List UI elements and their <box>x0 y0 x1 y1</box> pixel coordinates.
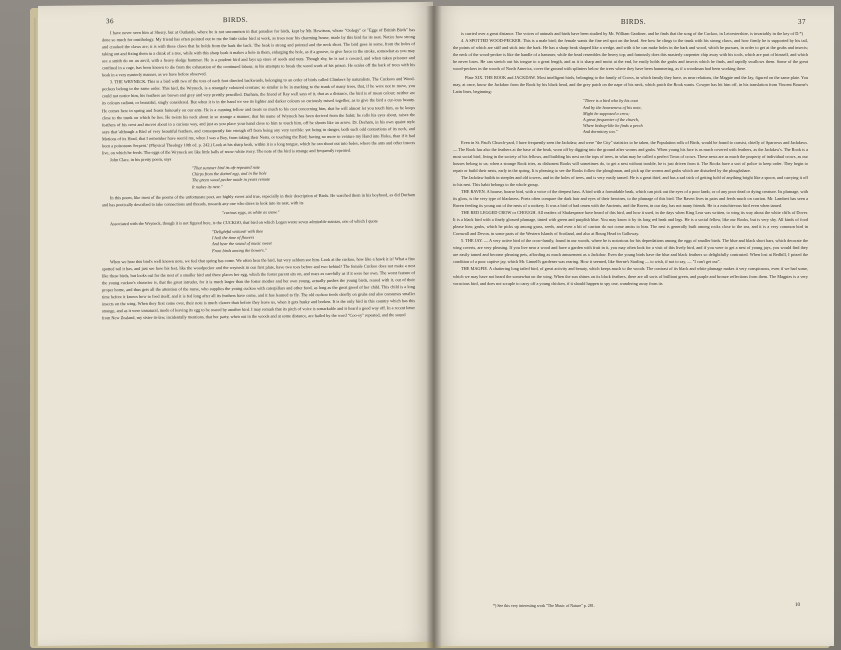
verse-line: Chirps from the dottrel egg, and in the hole <box>192 170 267 177</box>
paragraph: 5. THE JAY. — A very active bird of the crow-family, found in our woods, where he is notorious for his depredations among the eggs of smaller birds. The blue and black short bars, which decorate the wing coverts, are very pleasing. If you live near a wood and have a garden with fruit in it, you may often look for a visit of this lively bird, and if you were to get a nest of young jays, you would find they are easily tamed and become pleasing pets, affording as much amusement as a Jackdaw. Even the young birds have the blue and black feathers so delightfully contrasted. When lost at Redhill, I prized the condition of a poor captive jay, which Mr. Linnell's gardener was rearing. How it seemed, like Sterne's Starling — to wish, if not to say, — "I can't get out". <box>453 238 808 265</box>
paragraph: is carried over a great distance. The voices of animals and birds have been studied by Mr. William Gardiner, and he finds that the song of the Cuckoo, in Leicestershire, is invariably in the key of D.*) <box>461 31 803 36</box>
left-page-header <box>38 14 433 26</box>
paragraph: THE MAGPIE. A chattering long tailed bird, of great activity and beauty, which keeps much to the woods. The contrast of its black and white plumage makes it very conspicuous, even if we had some, which we may have not heard the somewhat on the wing. When the sun shines on its black feathers, there are all sorts of brilliant green, and purple and bronze reflections from them. The Magpies is a very voracious bird, and does not scruple to carry off a young chicken, if it should happen to spy one, wandering away from its <box>453 266 808 286</box>
verse-line: The green wood pecker made in years remote <box>192 176 271 183</box>
page-number: 37 <box>798 18 806 26</box>
paragraph: Associated with the Wryneck, though it is not figured here, is the CUCKOO, that bird on which Logan wrote seven admirable stanzas, one of which I quote <box>110 218 378 227</box>
verse-line: "Delightful visitant! with thee <box>212 228 264 235</box>
paragraph: When we hear this bird's well known note, we feel that spring has come. We often hear the bird, but very seldom see him. Look at the cuckoo, how like a hawk it is! What a fine spotted tail it has, and just see how his feet, like the woodpecker and the wryneck in our first plate, have two toes before and two behind! The female Cuckoo does not make a nest like these birds, but looks out for the nest of a smaller bird and there places her egg, which the foster parent sits on, and rears as carefully as if it were her own. The worst feature of the young cuckoo's character is, that the great intruder, for it is much larger than the foster mother and her own young, actually pushes the young birds, reared with it, out of their proper home, and thus gets all the attention of the nurse, who supplies the young cuckoo with caterpillars and other food, as long as the great greed of her child. This child is a long time before it knows how to feed itself, and it is fed long after all its feathers have come, and it has learned to fly. The old cuckoo feeds chiefly on grubs and also consumes smaller insects on the wing. When they first come over, their note is much clearer than before they leave us, when it gets husky and broken. It is the only bird in this country which has this strange, and as it were unnatural, mode of leaving its egg to be reared by another bird. I may remark that its pitch of voice is remarkable and is heard a good way off. In a recent letter from New Zealand, my sister-in-law, incidentally mentions, that her party, when out in the woods and at some distance, are hailed by the word "Coo-ey" repeated, and the sound <box>102 255 415 321</box>
verse-line: "That summer bird its oft-repeated note <box>192 164 260 171</box>
right-page-body <box>453 30 808 287</box>
book-spread <box>38 6 834 648</box>
book-gutter <box>426 6 442 648</box>
page-number: 36 <box>106 17 114 26</box>
verse-line: A great frequenter of the church, <box>583 117 640 123</box>
plate-caption: Plate XIX. THE ROOK and JACKDAW. Most intelligent birds, belonging to the family of Crows, in which family they have, as near relations, the Magpie and the Jay, figured on the same plate. You may, at once, know the Jackdaw from the Rook by his black head, and the grey patch on the nape of his neck, which patch the Rook wants. Cowper has hit him off, in his translation from Vincent Bourne's Latin lines, beginning: <box>453 75 808 95</box>
verse-line: Where bishop-like he finds a perch <box>583 123 643 129</box>
right-page <box>433 6 834 646</box>
paragraph: 3. THE WRYNECK. This is a bird with two of the toes of each foot directed backwards, belonging to an order of birds called Climbers by naturalists. The Cuckoos and Wood-peckers belong to the same order. This bird, the Wryneck, is a strangely coloured creature; so similar is he in marking to the trunk of many trees, that, if he were not to move, you could not notice him, his feathers are brown and grey and very prettily pencilled. Durham, the friend of Ray well says of it, that as a distance, the bird is of mean colour; neither are its colours radiant, or beautiful, singly considered. But when it is in the hand we see its lighter and darker colours so curiously mixed together, as to give the bird a cur-ious beauty. He comes here in spring and feasts famously on our ants. He is a cunning fellow and treats so much to his cost concerning him, that he will almost let you touch him, as he keeps close to the trunk on which he lies. He twists his neck about in so strange a manner, that his name of Wryneck has been derived from the habit; he rolls his eyes about, raises the feathers of his crest and moves about in a curious way, and just as you place your hand close to him to touch him, off he shoots like an arrow. Dr. Derham, in his own quaint style says that 'although a Bird of very beautiful feathers, and consequently fair enough off from being any very terrible: yet being in danger, both such odd contortions of its neck, and Motions of its Head, that I remember have seen'd me, when I was a Boy, from taking their Nests, or touching the Bird; having no more to venture my Hand into Holes, than if it had been a poisonous Serpent.' (Physical Theology 10th ed. p. 242.) Look at his sharp beak, within it is a long tongue, which he can shoot out into holes, where the ants and other insects live, on which he feeds. The eggs of the Wryneck are like little balls of snow-white ivory. The note of the bird is strange and frequently repeated. <box>102 76 415 156</box>
paragraph: The Jackdaw builds in steeples and old towers, and in the holes of trees, and is very easily tamed. He is a great thief, and has a sad trick of getting hold of anything bright like a spoon, and carrying it off to his nest. This habit belongs to the whole group. <box>453 174 808 187</box>
verse-clare <box>192 163 415 190</box>
verse-cowper <box>583 98 808 135</box>
verse-line: And dormitory too." <box>583 129 618 135</box>
inline-quote: "curious eggs, as white as snow." <box>222 209 280 215</box>
left-page <box>38 2 433 646</box>
verse-logan <box>212 227 415 254</box>
paragraph: THE RED LEGGED CROW or CHOUGH. All readers of Shakespeare have heard of this bird, and how it used, in the days when King Lear was written, to wing its way about the white cliffs of Dover. It is a black bird with a finely glossed plumage, tinted with green and purplish blue. You may know it by its long red beak and legs. He is a social fellow, like our Rooks, but is very shy. All kinds of food please him; grubs, which he picks up among grass, seeds, and even a bit of carrion do not come amiss to him. The nest is generally built among rocks close to the sea, and it is a very common bird in Cornwall and Devon, in some parts of the Western Islands of Scotland, and also at Bourg Head in Galloway. <box>453 210 808 237</box>
paragraph: 4. A SPOTTED WOOD-PECKER. This is a male bird; the female wants the fine red spot on the head. See how he clings to the trunk with his strong claws, and how firmly he is supported by his tail, the points of which are stiff and stick into the bark. He has a sharp beak shaped like a wedge, and with it he can make holes in the bark and wood, which he pursues, in order to get at the grubs and insects; the neck of the wood-pecker is like the handle of a hammer, while the head resembles the heavy top; and famously does this masterly carpenter chip away with his tools, which are part of himself, and which he never loses. He can stretch out his tongue to a great length, and as it is sharp and moist at the end, he easily holds the grubs and insects which he finds, and rapidly swallows them. Some of the great wood-peckers in the woods of North America, cover the ground with splinters below the trees where they have been hammering, as if a woodman had been working there. <box>453 38 808 72</box>
running-head: BIRDS. <box>222 15 249 25</box>
verse-line: And hear the sound of music sweet <box>212 241 272 247</box>
verse-line: It makes its nest." <box>192 183 223 189</box>
paragraph: THE RAVEN. A hoarse, hoarse bird, with a voice of the deepest bass. A bird with a formidable beak, which can pick out the eyes of a poor lamb, or of any poor dead or dying creature. Its plumage, with its gloss, is the very type of blackness. Poets often compare the dark hair and eyes of their heroines, to the plumage of this bird. The Raven lives in pairs and feeds much on carrion. Mr. Lambert has seen a Raven feeding its young out of the nests of a rookery. It was a bird of bad omen with the Ancients, and the Raven, in our day, has not many friends. He is a mischievous bird even when tamed. <box>453 188 808 209</box>
running-head: BIRDS. <box>620 18 647 26</box>
left-page-body <box>102 26 415 322</box>
verse-line: And by the hoarseness of his note, <box>583 104 642 110</box>
verse-line: I hail the time of flowers <box>212 234 255 241</box>
verse-line: "There is a bird who by his coat <box>583 98 638 104</box>
signature-mark: 10 <box>795 603 800 608</box>
paragraph: Even in St. Paul's Church-yard, I have frequently seen the Jackdaw, and were "the City" statistics to be taken, the Population rolls of Birds, would be found to consist, chiefly of Sparrows and Jackdaws. — The Rook has also the feathers at the base of the beak, worn off by digging into the ground after worms and grubs. When young his face is as much covered with feathers, as the Jackdaw's. The Rook is a most social bird, living in the society of his fellows, and building his nest on the tops of trees, in what may be called a perfect Town of crows. These nests are as much the property of individual crows, as our houses belong to us; when a strange Rook tries, as dishonest Rooks will sometimes do, to get a nest without trouble, he is just driven from it. The Rooks have a sort of police to keep order. They begin to repair or build their nests, early in the spring. It is pleasing to see the Rooks follow the ploughman, and pick up the worms and grubs which are disturbed by the ploughshare. <box>453 139 808 173</box>
footnote: *) See this very interesting work "The Music of Nature" p. 281. <box>493 603 595 608</box>
verse-line: From birds among the bowers." <box>212 247 267 253</box>
paragraph: I have never seen him at Sherry, but at Outlands, where he is not uncommon in that paradise for birds, kept by Mr. Hewitson, whose "Oology" or "Eggs of British Birds" has done so much for ornithology. My friend has often pointed out to me the little tailor bird at work, as trees near his charming house, made by this bird for its nest. Notice how strong and crooked the claws are; it is with these claws that he holds from the bark the back. The beak is strong and pointed and the neck short. The bird goes in some, from the holes of taking out and fixing them in a chink of a tree, while with this sharp beak it makes a hole in them, enlarging the hole, as if a groove, to give force to the stroke, somewhat as you may see a smith do on an anvil, with a heavy sledge hammer. He is a prudent bird and lays up store of seeds and nuts. Though shy, he is not a coward, and when taken prisoner and confined in a cage, has been known to die from the exhaustion of the continued labour, in his attempts to break the wood work of his prison. He scales off the bark of trees with his beak in a very masterly manner, as we have before observed. <box>102 27 415 78</box>
paragraph: John Clare, in his pretty poem, says <box>110 156 172 163</box>
verse-line: Might be supposed a crow; <box>583 110 630 116</box>
paragraph: In this poem, like most of the poems of the unfortunate poet, are highly sweet and true, especially in their description of Birds. He watched them in his boyhood, as did Durham and has poetically described to take connections and threads, towards any one who dares to look into its nest, with its <box>102 191 415 208</box>
